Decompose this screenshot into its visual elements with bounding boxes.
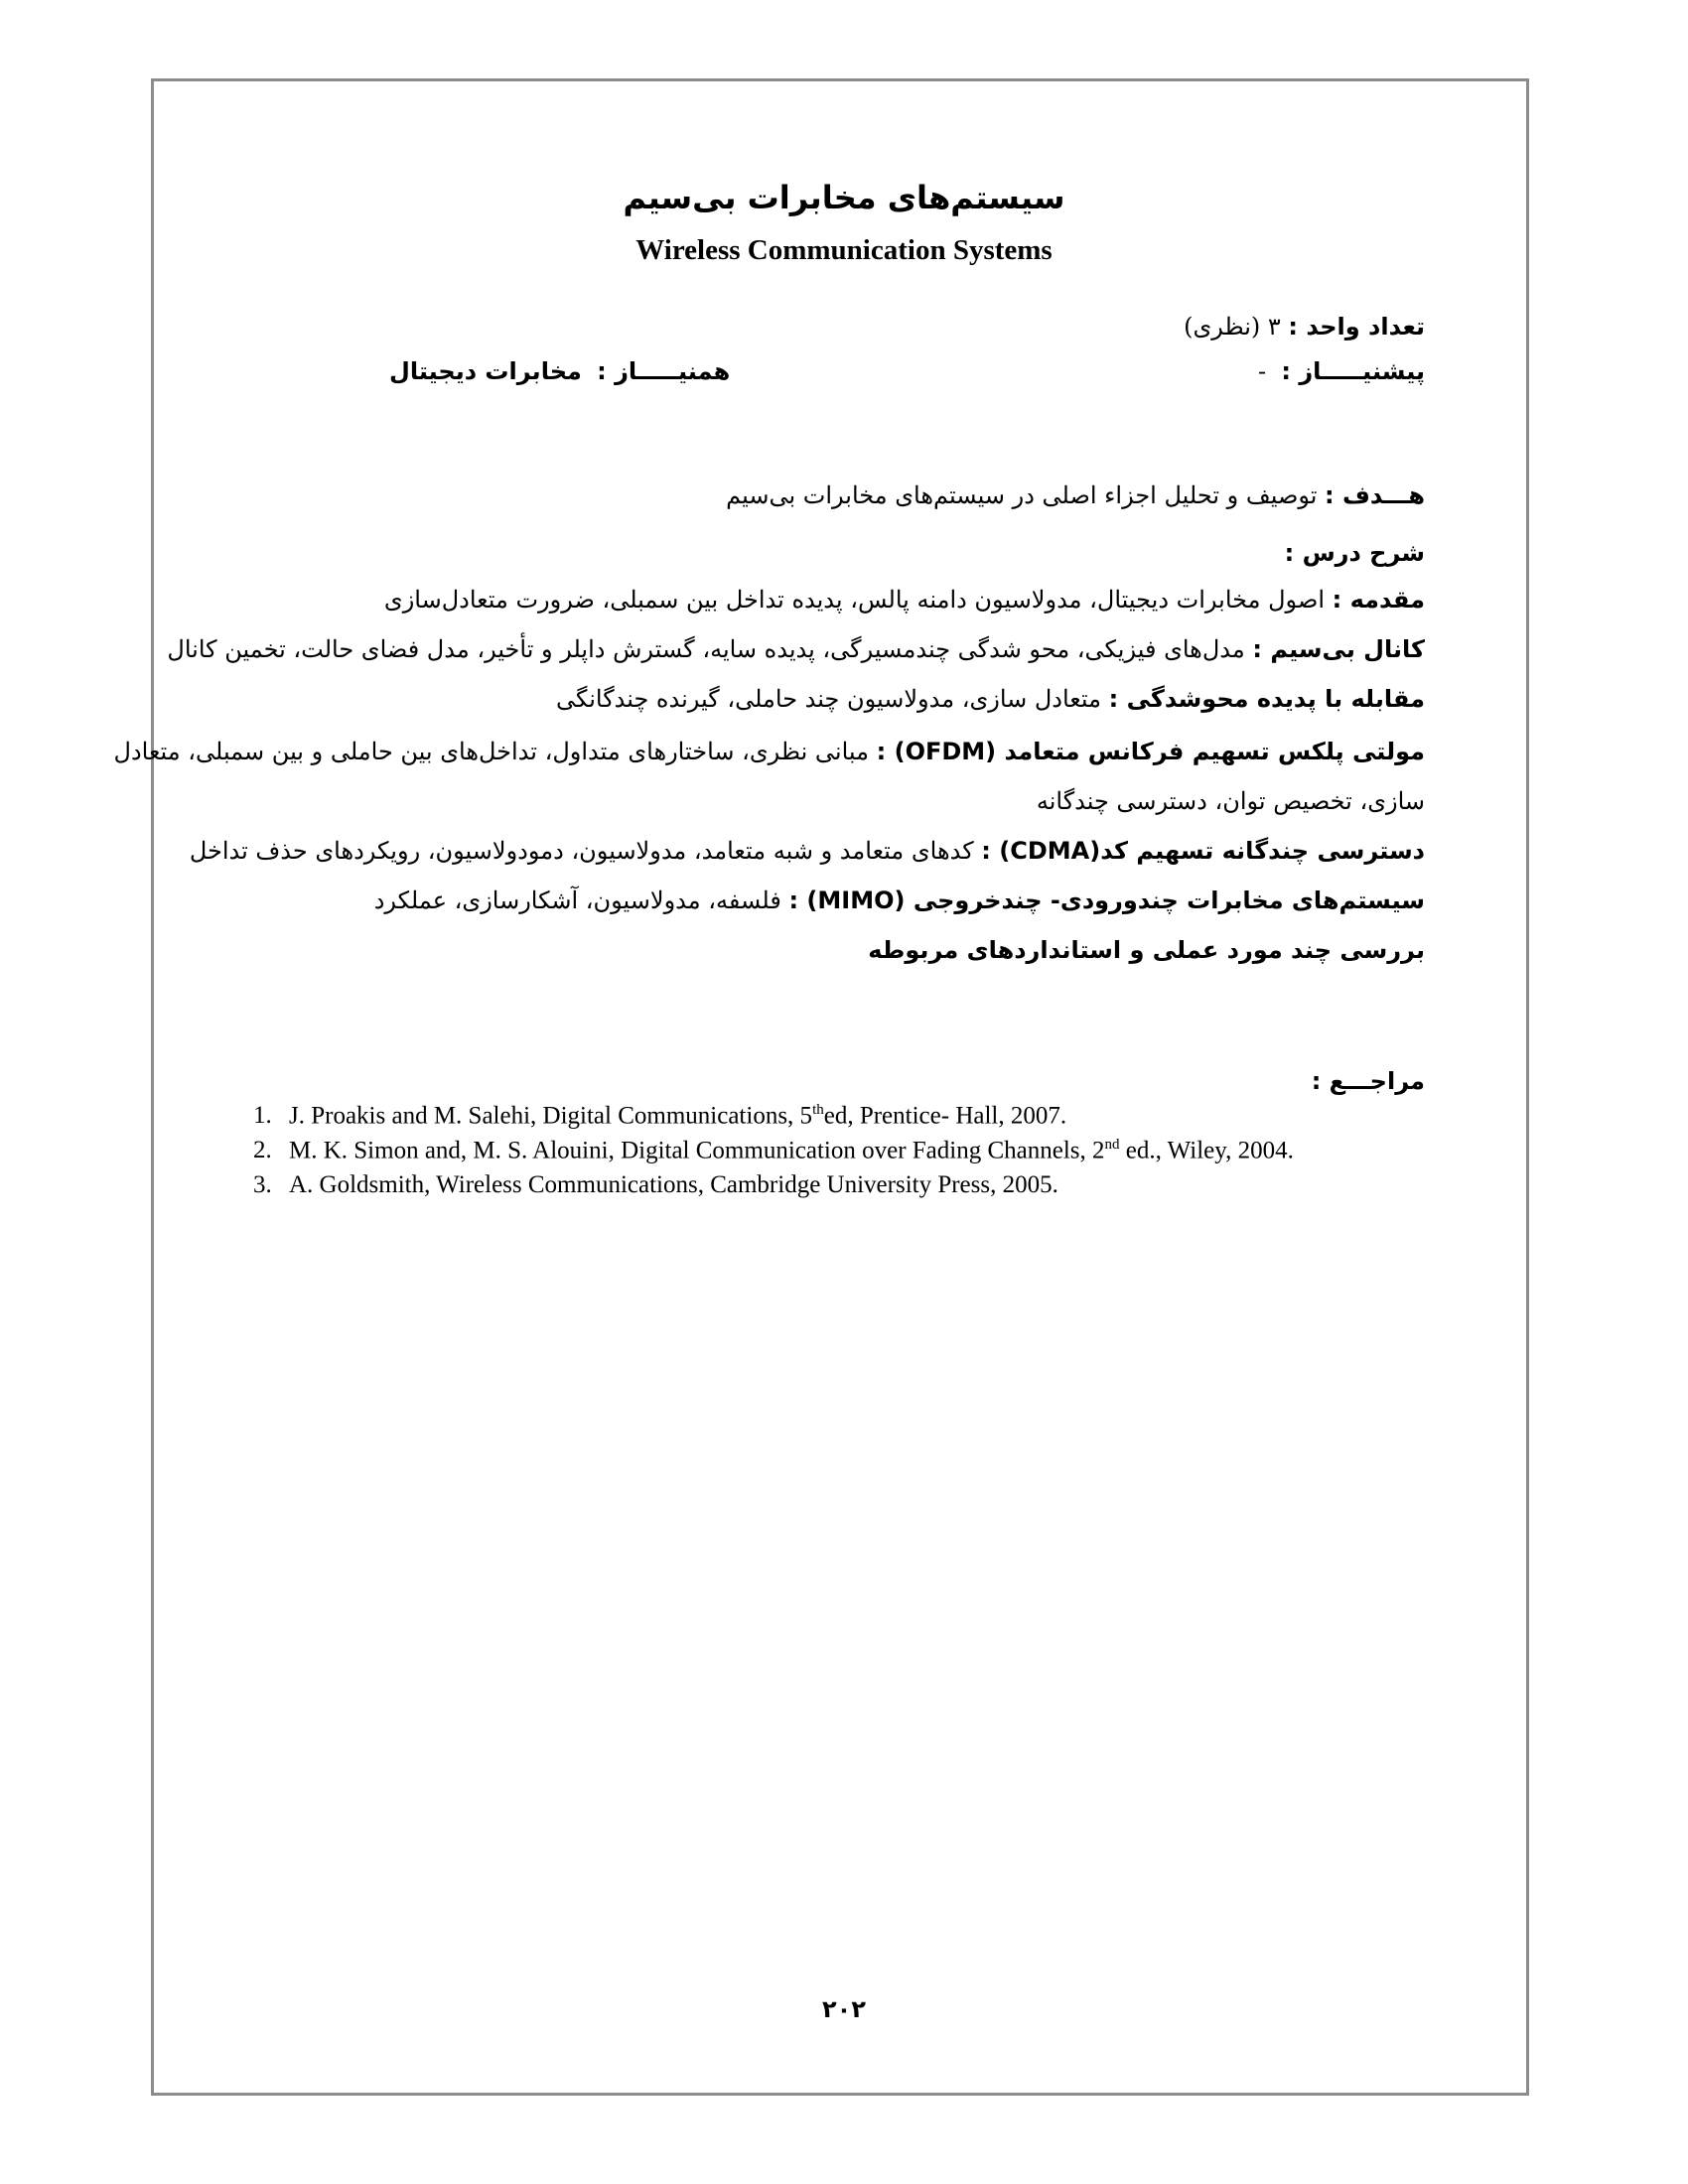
- page-number: ۲۰۲: [822, 1995, 866, 2023]
- units-row: [218, 313, 1425, 341]
- reference-number: 3.: [253, 1171, 272, 1198]
- syllabus-item-text: متعادل سازی، مدولاسیون چند حاملی، گیرنده چندگانگی: [555, 685, 1101, 713]
- reference-item: [253, 1137, 1294, 1164]
- syllabus-item-text: مبانی نظری، ساختارهای متداول، تداخل‌های بین حاملی و بین سمبلی، متعادل: [113, 738, 869, 765]
- syllabus-item-ofdm-continuation: سازی، تخصیص توان، دسترسی چندگانه: [1036, 787, 1425, 815]
- reference-item: [253, 1171, 1058, 1199]
- syllabus-item-label: مقدمه :: [1332, 586, 1425, 614]
- syllabus-item-standards: [238, 936, 1425, 964]
- reference-superscript: nd: [1104, 1137, 1120, 1153]
- goal-value: توصیف و تحلیل اجزاء اصلی در سیستم‌های مخابرات بی‌سیم: [726, 481, 1318, 509]
- syllabus-item-text: کدهای متعامد و شبه متعامد، مدولاسیون، دمودولاسیون، رویکردهای حذف تداخل: [189, 837, 974, 865]
- reference-text-tail: ed., Wiley, 2004.: [1119, 1137, 1294, 1164]
- goal-label: هـــدف :: [1325, 481, 1425, 509]
- syllabus-item-mimo: [238, 887, 1425, 914]
- course-title-persian: سیستم‌های مخابرات بی‌سیم: [623, 179, 1065, 216]
- syllabus-item-label: کانال بی‌سیم :: [1252, 635, 1425, 663]
- syllabus-item-fading: [238, 685, 1425, 713]
- syllabus-heading: شرح درس :: [1284, 539, 1425, 567]
- references-heading: مراجـــع :: [1311, 1067, 1425, 1095]
- syllabus-item-wireless-channel: [167, 635, 1425, 663]
- course-title-english: Wireless Communication Systems: [635, 234, 1053, 266]
- syllabus-item-cdma: [189, 837, 1425, 865]
- goal-row: [218, 481, 1425, 509]
- syllabus-item-label: سیستم‌های مخابرات چندورودی- چندخروجی (MIMO) :: [788, 887, 1425, 914]
- reference-text: J. Proakis and M. Salehi, Digital Communications, 5: [289, 1102, 813, 1130]
- syllabus-item-ofdm: [113, 738, 1425, 765]
- reference-text-tail: ed, Prentice- Hall, 2007.: [823, 1102, 1067, 1130]
- syllabus-item-label: بررسی چند مورد عملی و استانداردهای مربوطه: [868, 936, 1425, 964]
- reference-text: A. Goldsmith, Wireless Communications, Cambridge University Press, 2005.: [289, 1171, 1058, 1198]
- syllabus-item-text: فلسفه، مدولاسیون، آشکارسازی، عملکرد: [373, 887, 781, 914]
- reference-text: M. K. Simon and, M. S. Alouini, Digital Communication over Fading Channels, 2: [289, 1137, 1105, 1164]
- reference-number: 1.: [253, 1102, 272, 1130]
- syllabus-item-text: مدل‌های فیزیکی، محو شدگی چندمسیرگی، پدیده سایه، گسترش داپلر و تأخیر، مدل فضای حالت، تخمین کانال: [167, 635, 1245, 663]
- syllabus-item-label: مولتی پلکس تسهیم فرکانس متعامد (OFDM) :: [876, 738, 1425, 765]
- syllabus-item-label: دسترسی چندگانه تسهیم کد(CDMA) :: [981, 837, 1425, 865]
- reference-superscript: th: [812, 1102, 824, 1118]
- units-label: تعداد واحد :: [1288, 313, 1425, 341]
- units-value: ۳ (نظری): [1184, 313, 1281, 341]
- corequisite-row: [389, 357, 730, 385]
- corequisite-label: همنیـــــاز :: [597, 357, 731, 385]
- prerequisite-label: پیشنیـــــاز :: [1281, 357, 1425, 385]
- reference-number: 2.: [253, 1137, 272, 1164]
- syllabus-item-label: مقابله با پدیده محوشدگی :: [1108, 685, 1425, 713]
- syllabus-item-intro: [238, 586, 1425, 614]
- prerequisite-value: -: [1258, 357, 1267, 385]
- syllabus-item-text: اصول مخابرات دیجیتال، مدولاسیون دامنه پالس، پدیده تداخل بین سمبلی، ضرورت متعادل‌سازی: [383, 586, 1325, 614]
- reference-item: [253, 1102, 1066, 1130]
- corequisite-value: مخابرات دیجیتال: [389, 357, 582, 385]
